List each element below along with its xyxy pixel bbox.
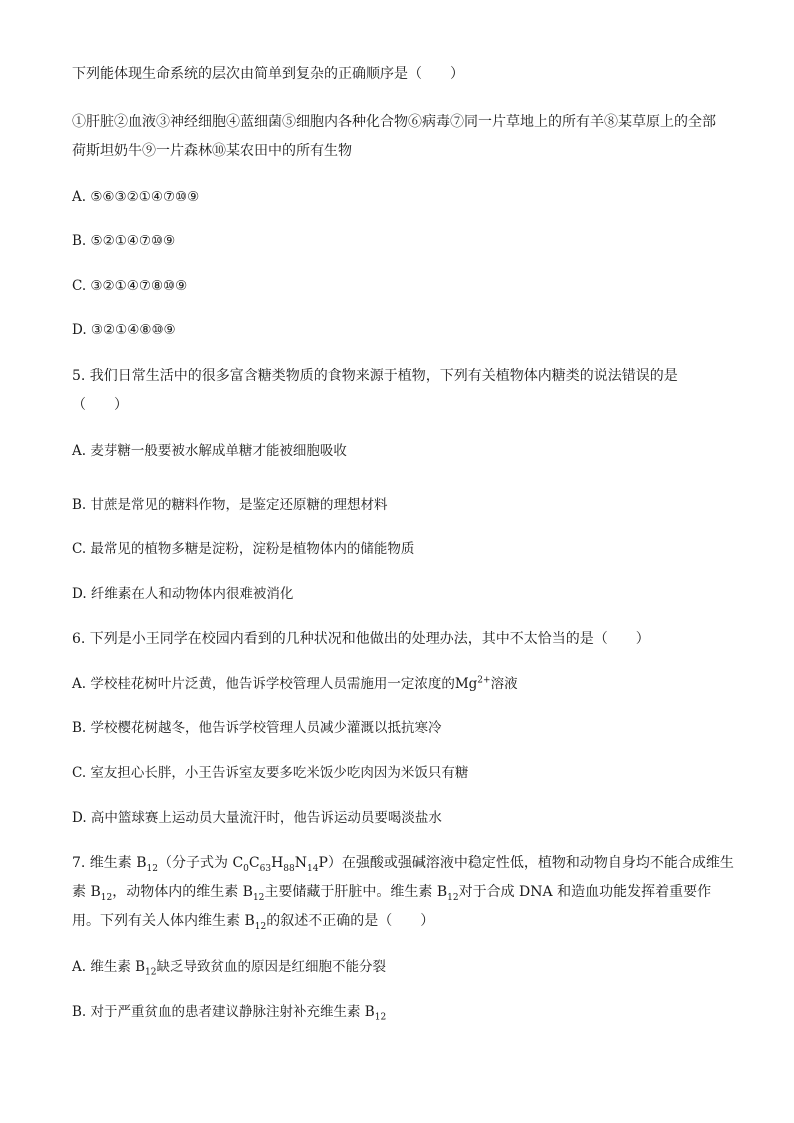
q6-option-a-charge: 2+	[477, 675, 491, 686]
q7-option-a-tail: 缺乏导致贫血的原因是红细胞不能分裂	[156, 959, 386, 975]
q7-text: 主要储藏于肝脏中。维生素 B	[264, 884, 448, 900]
q7-subscript: 12	[254, 921, 267, 932]
q5-stem-line2: （ ）	[72, 397, 128, 413]
q7-text: H	[271, 855, 284, 871]
q5-option-d: D. 纤维素在人和动物体内很难被消化	[72, 586, 294, 602]
q4-option-b: B. ⑤②①④⑦⑩⑨	[72, 233, 176, 249]
q6-option-a	[72, 672, 518, 696]
q7-subscript: 14	[307, 863, 319, 874]
q4-option-c: C. ③②①④⑦⑧⑩⑨	[72, 278, 188, 294]
q4-items-line2: 荷斯坦奶牛⑨一片森林⑩某农田中的所有生物	[72, 143, 352, 159]
q7-option-a-text: A. 维生素 B	[72, 959, 146, 975]
q6-stem: 6. 下列是小王同学在校园内看到的几种状况和他做出的处理办法，其中不太恰当的是（ ）	[72, 631, 650, 647]
q7-subscript: 63	[259, 863, 272, 874]
q4-items-line1: ①肝脏②血液③神经细胞④蓝细菌⑤细胞内各种化合物⑥病毒⑦同一片草地上的所有羊⑧某草原上的全部	[72, 114, 716, 130]
q4-option-a: A. ⑤⑥③②①④⑦⑩⑨	[72, 189, 200, 205]
q7-text: ，动物体内的维生素 B	[112, 884, 253, 900]
q7-subscript: 12	[146, 863, 158, 874]
q5-option-b: B. 甘蔗是常见的糖料作物，是鉴定还原糖的理想材料	[72, 497, 388, 513]
q7-text: 素 B	[72, 884, 101, 900]
q7-text: C	[248, 855, 260, 871]
q7-subscript: 0	[243, 863, 249, 874]
q7-text: 对于合成 DNA 和造血功能发挥着重要作	[458, 884, 712, 900]
q7-option-b-text: B. 对于严重贫血的患者建议静脉注射补充维生素 B	[72, 1004, 375, 1020]
q7-stem-line3	[72, 909, 434, 933]
q7-subscript: 12	[100, 892, 113, 903]
q5-stem-line1: 5. 我们日常生活中的很多富含糖类物质的食物来源于植物，下列有关植物体内糖类的说法错误的是	[72, 368, 678, 384]
q7-option-b	[72, 1000, 386, 1024]
q7-subscript: 88	[283, 863, 295, 874]
q7-text: P）在强酸或强碱溶液中稳定性低，植物和动物自身均不能合成维生	[318, 855, 734, 871]
q7-text: 7. 维生素 B	[72, 855, 147, 871]
q7-subscript: 12	[447, 892, 459, 903]
q5-option-a: A. 麦芽糖一般要被水解成单糖才能被细胞吸收	[72, 443, 347, 459]
q5-option-c: C. 最常见的植物多糖是淀粉，淀粉是植物体内的储能物质	[72, 541, 415, 557]
q7-text: N	[294, 855, 307, 871]
q7-text: （分子式为 C	[158, 855, 244, 871]
q4-stem: 下列能体现生命系统的层次由简单到复杂的正确顺序是（ ）	[72, 66, 464, 82]
q7-option-a	[72, 955, 386, 979]
q6-option-b: B. 学校樱花树越冬，他告诉学校管理人员减少灌溉以抵抗寒冷	[72, 720, 442, 736]
q7-text: 用。下列有关人体内维生素 B	[72, 913, 255, 929]
q7-stem-line1	[72, 851, 734, 875]
q7-subscript: 12	[252, 892, 265, 903]
q6-option-d: D. 高中篮球赛上运动员大量流汗时，他告诉运动员要喝淡盐水	[72, 810, 442, 826]
q6-option-c: C. 室友担心长胖，小王告诉室友要多吃米饭少吃肉因为米饭只有糖	[72, 765, 469, 781]
q6-option-a-text: A. 学校桂花树叶片泛黄，他告诉学校管理人员需施用一定浓度的Mg	[72, 676, 478, 692]
q7-subscript: 12	[374, 1012, 387, 1023]
q6-option-a-tail: 溶液	[490, 676, 518, 692]
q7-text: 的叙述不正确的是（ ）	[266, 913, 435, 929]
q7-subscript: 12	[145, 967, 157, 978]
q7-stem-line2	[72, 880, 711, 904]
q4-option-d: D. ③②①④⑧⑩⑨	[72, 322, 176, 338]
